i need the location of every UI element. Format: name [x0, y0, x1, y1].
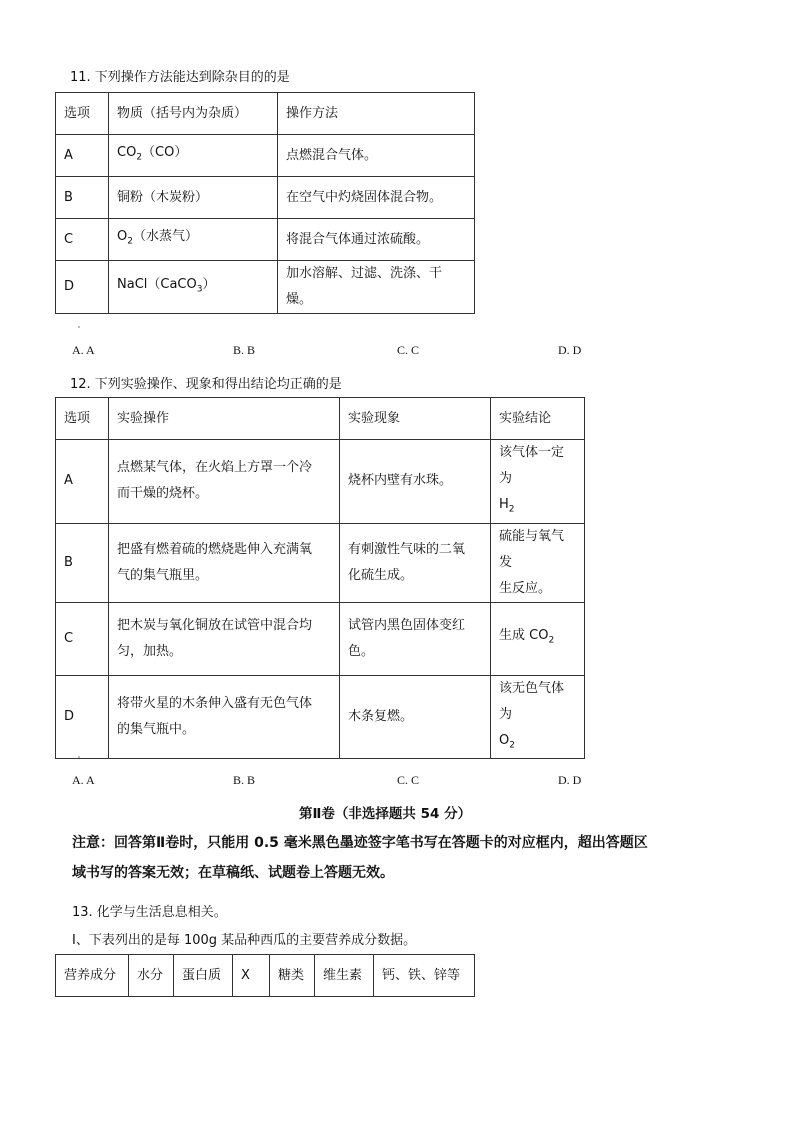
q12-row-a-phenomenon: 烧杯内壁有水珠。 — [340, 440, 491, 524]
q11-option-d[interactable]: D. D — [558, 343, 582, 357]
q11-table — [55, 92, 475, 314]
q11-row-b-substance: 铜粉（木炭粉） — [109, 177, 278, 219]
q12-row-a-conclusion: 该气体一定为 $H_2$ — [491, 440, 585, 524]
table-row — [56, 177, 475, 219]
q11-row-b-option: B — [56, 177, 109, 219]
q11-header-substance: 物质（括号内为杂质） — [109, 93, 278, 135]
q11-header-method: 操作方法 — [278, 93, 475, 135]
table-row — [56, 955, 475, 997]
q12-row-c-operation: 把木炭与氧化铜放在试管中混合均 匀，加热。 — [109, 602, 340, 675]
q12-row-b-conclusion: 硫能与氧气发 生反应。 — [491, 523, 585, 602]
q12-row-b-operation: 把盛有燃着硫的燃烧匙伸入充满氧 气的集气瓶里。 — [109, 523, 340, 602]
q12-row-d-phenomenon: 木条复燃。 — [340, 675, 491, 759]
q12-row-c-conclusion: 生成 $CO_2$ — [491, 602, 585, 675]
q12-row-a-option: A — [56, 440, 109, 524]
table-row — [56, 523, 585, 602]
answer-note — [72, 828, 732, 888]
section-title: 第Ⅱ卷（非选择题共 54 分） — [299, 806, 472, 822]
q12-row-b-option: B — [56, 523, 109, 602]
q12-option-d[interactable]: D. D — [558, 773, 582, 787]
q12-title: 12. 下列实验操作、现象和得出结论均正确的是 — [70, 377, 342, 392]
q12-row-d-option: D — [56, 675, 109, 759]
q12-option-b[interactable]: B. B — [233, 773, 256, 787]
q12-header-row — [56, 398, 585, 440]
q12-table — [55, 397, 585, 759]
q11-row-c-method: 将混合气体通过浓硫酸。 — [278, 219, 475, 261]
q12-header-operation: 实验操作 — [109, 398, 340, 440]
q12-row-d-conclusion: 该无色气体为 $O_2$ — [491, 675, 585, 759]
q13-title: 13. 化学与生活息息相关。 — [72, 905, 227, 920]
q12-row-b-phenomenon: 有刺激性气味的二氧 化硫生成。 — [340, 523, 491, 602]
q12-option-c[interactable]: C. C — [397, 773, 420, 787]
answer-note-line2: 域书写的答案无效；在草稿纸、试题卷上答题无效。 — [72, 865, 394, 881]
q11-option-c[interactable]: C. C — [397, 343, 420, 357]
q12-header-phenomenon: 实验现象 — [340, 398, 491, 440]
q11-row-a-option: A — [56, 135, 109, 177]
q13-cell-nutrient: 营养成分 — [56, 955, 129, 997]
q13-cell-sugar: 糖类 — [270, 955, 315, 997]
q13-cell-x: X — [233, 955, 270, 997]
table-row — [56, 261, 475, 314]
table-row — [56, 440, 585, 524]
table-row — [56, 219, 475, 261]
scan-dot — [78, 756, 80, 758]
q12-row-c-option: C — [56, 602, 109, 675]
table-row — [56, 602, 585, 675]
q11-row-d-option: D — [56, 261, 109, 314]
scan-dot — [78, 326, 80, 328]
q12-header-option: 选项 — [56, 398, 109, 440]
answer-note-line1: 注意：回答第Ⅱ卷时，只能用 0.5 毫米黑色墨迹签字笔书写在答题卡的对应框内，超出答题区 — [72, 835, 648, 851]
q12-option-a[interactable]: A. A — [72, 773, 95, 787]
q11-option-b[interactable]: B. B — [233, 343, 256, 357]
q11-header-row — [56, 93, 475, 135]
q13-cell-minerals: 钙、铁、锌等 — [374, 955, 475, 997]
q11-option-a[interactable]: A. A — [72, 343, 95, 357]
q12-row-a-operation: 点燃某气体，在火焰上方罩一个冷 而干燥的烧杯。 — [109, 440, 340, 524]
table-row — [56, 135, 475, 177]
q13-cell-protein: 蛋白质 — [174, 955, 233, 997]
q13-nutrient-table — [55, 954, 475, 997]
q11-header-option: 选项 — [56, 93, 109, 135]
q11-row-c-substance: $O_2$（水蒸气） — [109, 219, 278, 261]
q12-header-conclusion: 实验结论 — [491, 398, 585, 440]
q13-subtitle: Ⅰ、下表列出的是每 100g 某品种西瓜的主要营养成分数据。 — [72, 933, 417, 948]
q11-title: 11. 下列操作方法能达到除杂目的的是 — [70, 70, 290, 85]
table-row — [56, 675, 585, 759]
q11-row-b-method: 在空气中灼烧固体混合物。 — [278, 177, 475, 219]
q11-row-c-option: C — [56, 219, 109, 261]
q12-row-c-phenomenon: 试管内黑色固体变红 色。 — [340, 602, 491, 675]
q11-row-d-method: 加水溶解、过滤、洗涤、干燥。 — [278, 261, 475, 314]
q11-row-a-method: 点燃混合气体。 — [278, 135, 475, 177]
q13-cell-vitamin: 维生素 — [315, 955, 374, 997]
q11-row-a-substance: $CO_2(CO)$ — [109, 135, 278, 177]
q13-cell-water: 水分 — [129, 955, 174, 997]
q12-row-d-operation: 将带火星的木条伸入盛有无色气体 的集气瓶中。 — [109, 675, 340, 759]
q11-row-d-substance: NaCl（CaCO$_3$） — [109, 261, 278, 314]
